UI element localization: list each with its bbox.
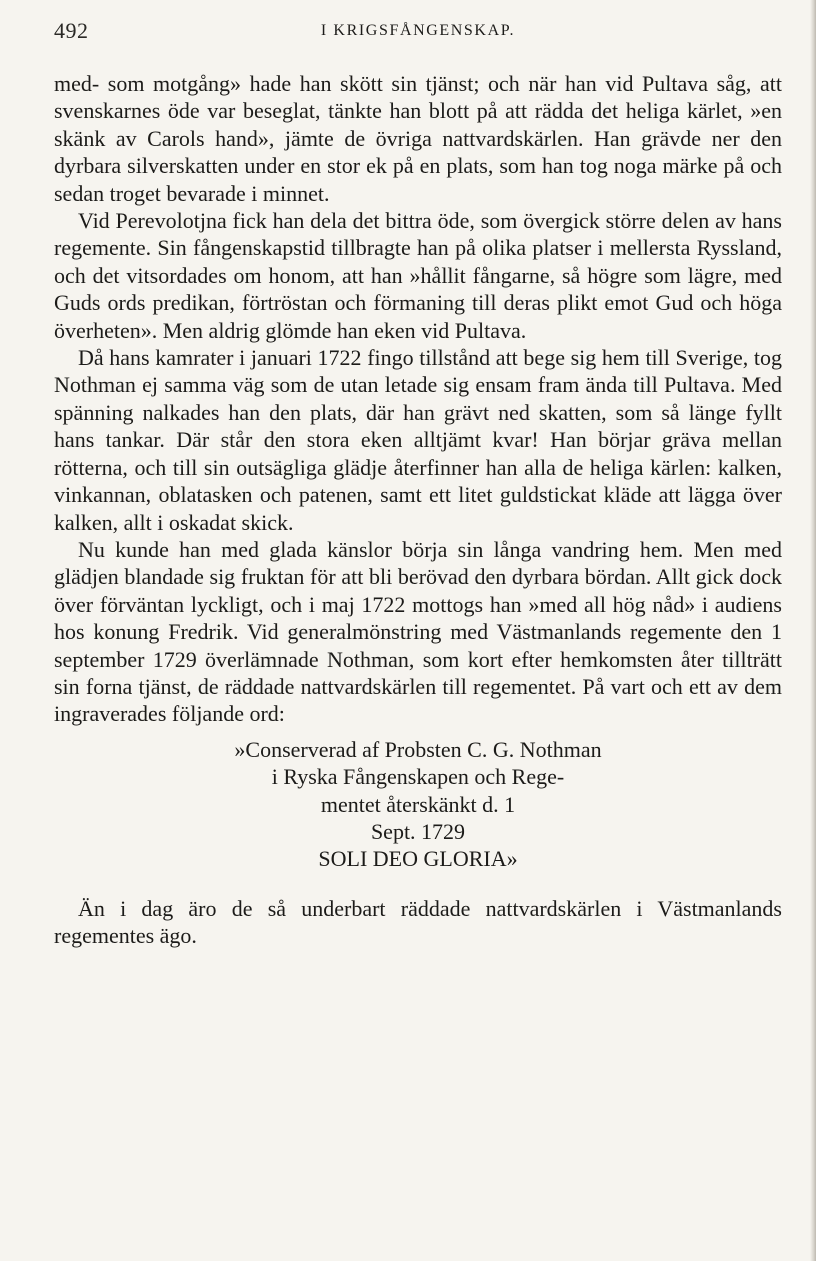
inscription-line: i Ryska Fångenskapen och Rege- bbox=[271, 764, 565, 790]
engraved-inscription bbox=[54, 736, 782, 873]
inscription-line: Sept. 1729 bbox=[370, 818, 466, 844]
page-header bbox=[54, 18, 782, 48]
inscription-line: SOLI DEO GLORIA» bbox=[318, 846, 518, 872]
page-edge-shadow bbox=[810, 0, 816, 1261]
paragraph: Vid Perevolotjna fick han dela det bittra öde, som övergick större delen av hans regemente. Sin fångenskapstid tillbragte han på olika platser i mellersta Ryssland, och det vitsordades om honom, att han »hållit fångarne, så högre som lägre, med Guds ords predikan, förtröstan och förmaning till deras plikt emot Gud och höga överheten». Men aldrig glömde han eken vid Pultava. bbox=[54, 208, 782, 343]
paragraph: Nu kunde han med glada känslor börja sin långa vandring hem. Men med glädjen blandade sig fruktan för att bli berövad den dyrbara bördan. Allt gick dock över förväntan lyckligt, och i maj 1722 mottogs han »med all hög nåd» i audiens hos konung Fredrik. Vid generalmönstring med Västmanlands regemente den 1 september 1729 överlämnade Nothman, som kort efter hemkomsten åter tillträtt sin forna tjänst, de räddade nattvardskärlen till regementet. På vart och ett av dem ingraverades följande ord: bbox=[54, 536, 782, 727]
page-number: 492 bbox=[54, 18, 89, 43]
paragraph: med- som motgång» hade han skött sin tjänst; och när han vid Pultava såg, att svenskarnes öde var beseglat, tänkte han blott på att rädda det heliga kärlet, »en skänk av Carols hand», jämte de övriga nattvardskärlen. Han grävde ner den dyrbara silverskatten under en stor ek på en plats, som han tog noga märke på och sedan troget bevarade i minnet. bbox=[54, 71, 782, 206]
body-text bbox=[54, 70, 782, 950]
running-title: I KRIGSFÅNGENSKAP. bbox=[320, 22, 516, 39]
paragraph: Då hans kamrater i januari 1722 fingo tillstånd att bege sig hem till Sverige, tog Nothman ej samma väg som de utan letade sig ensam fram ända till Pultava. Med spänning nalkades han den plats, där han grävt ned skatten, som så länge fyllt hans tankar. Där står den stora eken alltjämt kvar! Han börjar gräva mellan rötterna, och till sin outsägliga glädje återfinner han alla de heliga kärlen: kalken, vinkannan, oblatasken och patenen, samt ett litet guldstickat kläde att lägga över kalken, allt i oskadat skick. bbox=[54, 345, 782, 535]
closing-paragraph: Än i dag äro de så underbart räddade nattvardskärlen i Västmanlands regementes ägo. bbox=[54, 895, 782, 949]
inscription-line: »Conserverad af Probsten C. G. Nothman bbox=[234, 736, 602, 762]
inscription-line: mentet återskänkt d. 1 bbox=[320, 791, 516, 817]
